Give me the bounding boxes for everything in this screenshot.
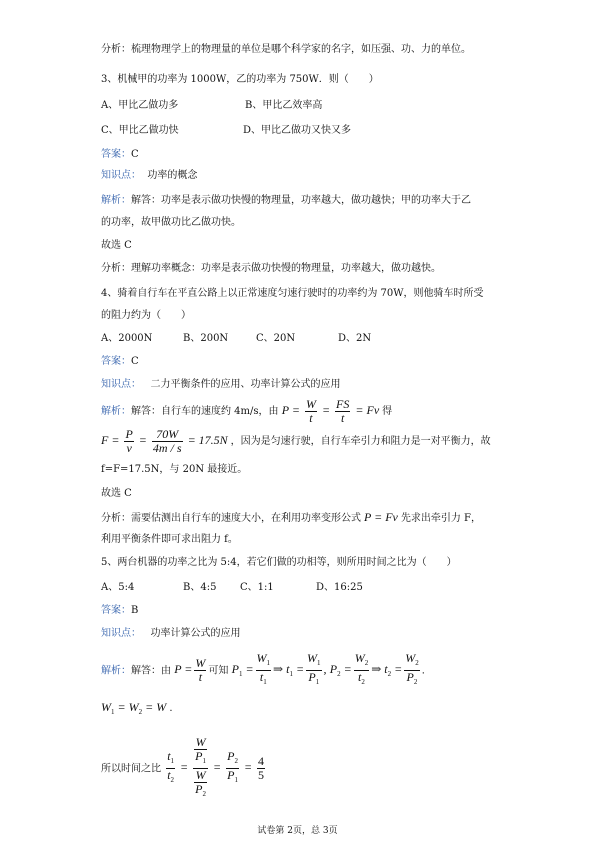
q3-answer: 答案：C xyxy=(101,149,139,160)
q5-option-a: A、5:4 xyxy=(101,582,135,593)
q5-option-c: C、1:1 xyxy=(240,582,274,593)
time-derivation-2: $P_2$ = $\frac{W_2}{t_2}$ ⇒ $t_2$ = $\frac{W_2}{P_2}$ xyxy=(329,651,419,686)
q4-explanation-3: f=F=17.5N，与 20N 最接近。 xyxy=(101,464,248,475)
q4-analysis-2: 利用平衡条件即可求出阻力 f。 xyxy=(101,534,238,545)
q4-explanation-1: 解析：解答：自行车的速度约 4m/s，由 P = $\frac{W}{t}$ = $\frac{FS}{t}$ = Fv 得 xyxy=(101,396,393,425)
time-derivation-1: $P_1$ = $\frac{W_1}{t_1}$ ⇒ $t_1$ = $\frac{W_1}{P_1}$ , xyxy=(231,651,327,686)
power-formula: P = $\frac{W}{t}$ = $\frac{FS}{t}$ = Fv xyxy=(281,396,383,425)
q4-choose: 故选 C xyxy=(101,488,132,499)
q4-analysis-1: 分析：需要估测出自行车的速度大小，在利用功率变形公式 P = Fv 先求出牵引力 F， xyxy=(101,510,481,524)
q5-stem: 5、两台机器的功率之比为 5:4，若它们做的功相等，则所用时间之比为（ ） xyxy=(101,557,457,568)
q3-analysis: 分析：理解功率概念：功率是表示做功快慢的物理量，功率越大，做功越快。 xyxy=(101,263,441,274)
q4-option-c: C、20N xyxy=(256,333,296,344)
q5-equal-work: $W_1 = W_2 = W$ . xyxy=(101,700,173,716)
ratio-formula: $\frac{t_1}{t_2}$ = $\frac{\frac{W}{P_1}}{\frac{W}{P_2}}$ = $\frac{P_2}{P_1}$ = $\frac{4}{5}$ xyxy=(167,735,265,798)
q3-option-b: B、甲比乙效率高 xyxy=(245,100,323,111)
q3-explanation-1: 解析：解答：功率是表示做功快慢的物理量，功率越大，做功越快；甲的功率大于乙 xyxy=(101,195,471,206)
q5-knowledge: 知识点： 功率计算公式的应用 xyxy=(101,628,241,639)
q4-option-b: B、200N xyxy=(183,333,229,344)
q4-answer: 答案：C xyxy=(101,356,139,367)
q5-explanation-1: 解析：解答：由 P = $\frac{W}{t}$ 可知 $P_1$ = $\frac{W_1}{t_1}$ ⇒ $t_1$ = $\frac{W_1}{P_1}$ , $P_2$ = $\frac{W_2}{t_2}$ ⇒ $t_2$ = $\frac{W_2}{P_2}$ ． xyxy=(101,651,432,686)
q4-explanation-2: F = $\frac{P}{v}$ = $\frac{70W}{4m / s}$ = 17.5N ，因为是匀速行驶，自行车牵引力和阻力是一对平衡力，故 xyxy=(101,426,491,455)
q4-stem-2: 的阻力约为（ ） xyxy=(101,310,191,321)
analysis-line-units: 分析：梳理物理学上的物理量的单位是哪个科学家的名字，如压强、功、力的单位。 xyxy=(101,44,471,55)
q4-knowledge: 知识点： 二力平衡条件的应用、功率计算公式的应用 xyxy=(101,379,341,390)
page-footer: 试卷第 2页，总 3页 xyxy=(257,826,338,836)
q4-stem-1: 4、骑着自行车在平直公路上以正常速度匀速行驶时的功率约为 70W，则他骑车时所受 xyxy=(101,288,484,299)
q3-option-d: D、甲比乙做功又快又多 xyxy=(243,125,352,136)
q3-stem: 3、机械甲的功率为 1000W，乙的功率为 750W．则（ ） xyxy=(101,74,379,85)
power-variant-formula: P = Fv xyxy=(361,510,401,524)
q5-option-b: B、4:5 xyxy=(183,582,217,593)
q4-option-d: D、2N xyxy=(338,333,372,344)
q5-answer: 答案：B xyxy=(101,605,139,616)
force-calculation: F = $\frac{P}{v}$ = $\frac{70W}{4m / s}$ = 17.5N xyxy=(101,426,231,455)
q4-option-a: A、2000N xyxy=(101,333,153,344)
q5-time-ratio: 所以时间之比 $\frac{t_1}{t_2}$ = $\frac{\frac{W}{P_1}}{\frac{W}{P_2}}$ = $\frac{P_2}{P_1}$ = $\frac{4}{5}$ xyxy=(101,736,267,801)
q3-knowledge: 知识点： 功率的概念 xyxy=(101,170,198,181)
q3-option-a: A、甲比乙做功多 xyxy=(101,100,179,111)
q3-explanation-2: 的功率，故甲做功比乙做功快。 xyxy=(101,217,241,228)
q3-choose: 故选 C xyxy=(101,240,132,251)
q5-option-d: D、16:25 xyxy=(316,582,363,593)
q3-option-c: C、甲比乙做功快 xyxy=(101,125,179,136)
